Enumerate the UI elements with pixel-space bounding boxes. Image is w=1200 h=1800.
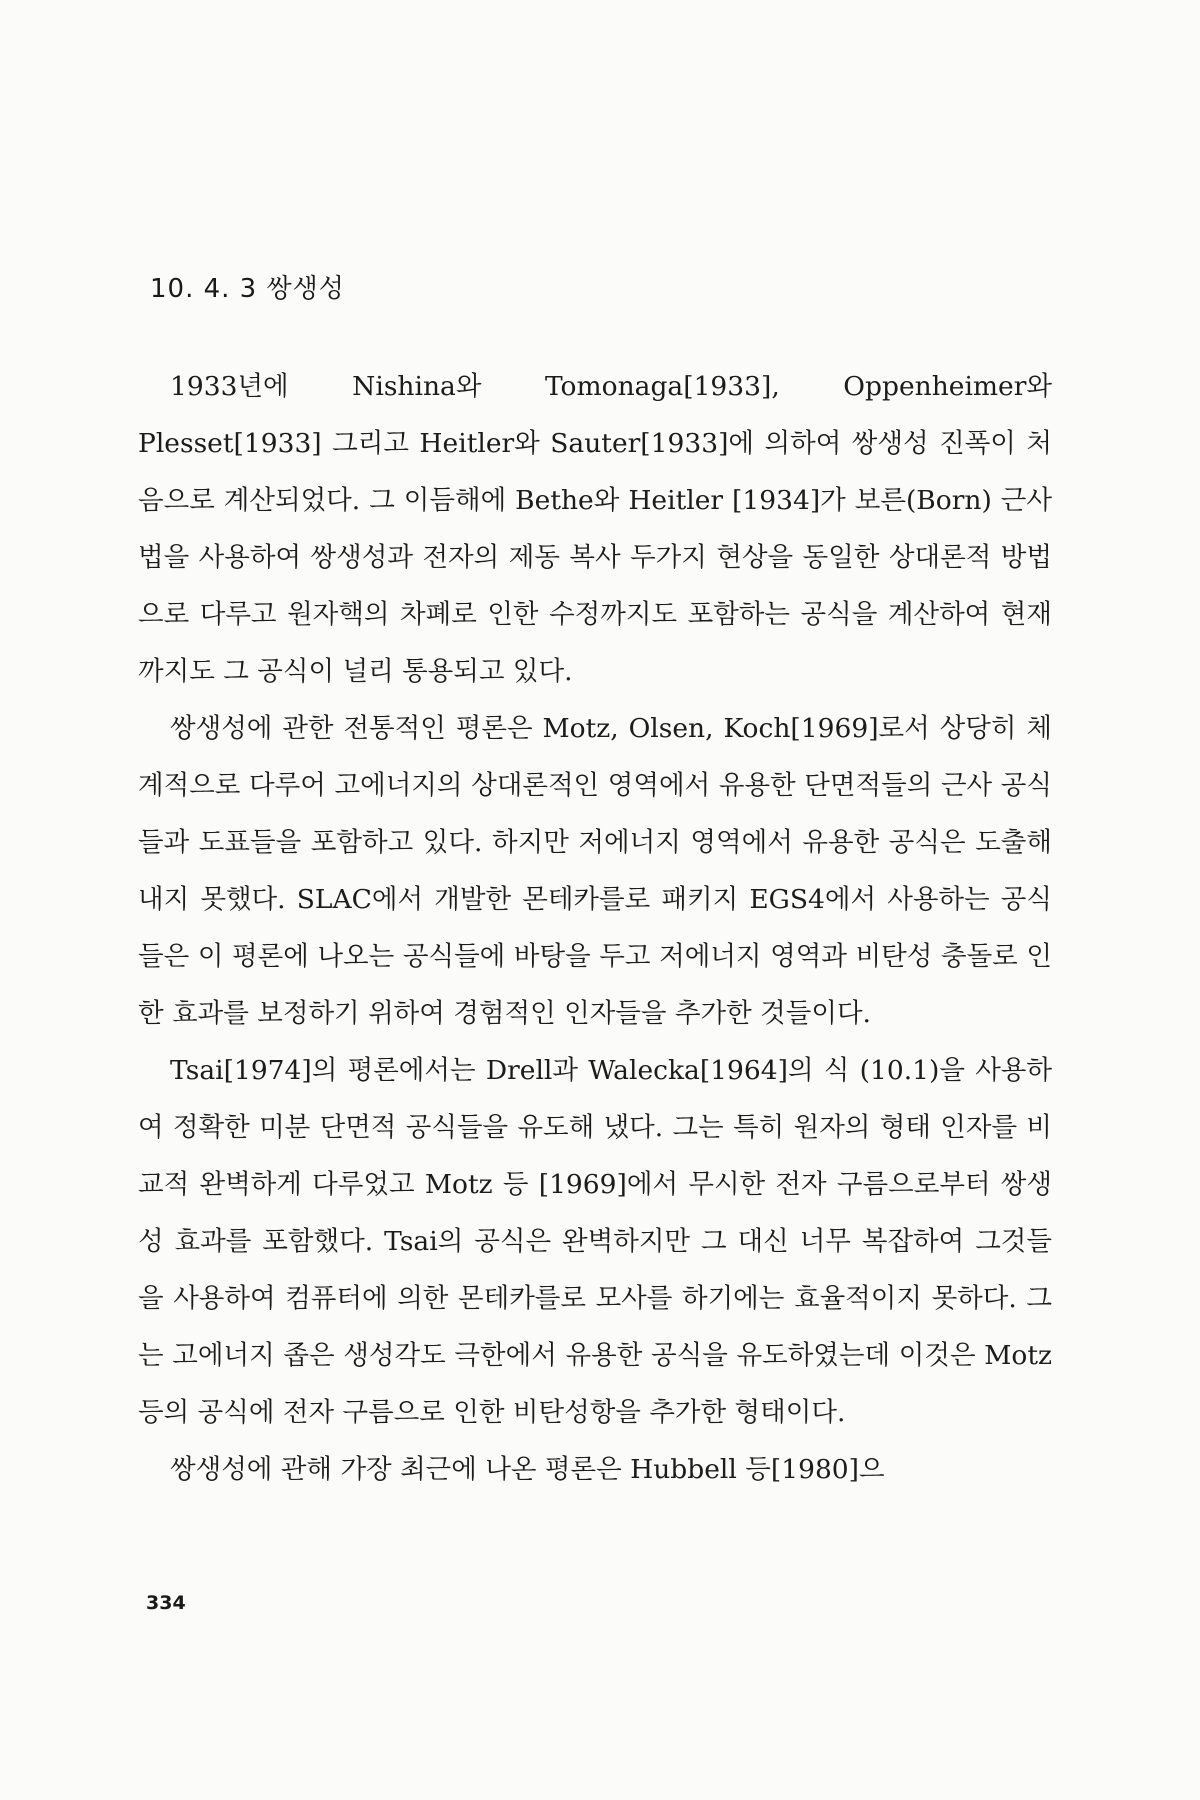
- page-number: 334: [146, 1592, 186, 1614]
- paragraph-motz-review: 쌍생성에 관한 전통적인 평론은 Motz, Olsen, Koch[1969]로서 상당히 체계적으로 다루어 고에너지의 상대론적인 영역에서 유용한 단면적들의 근사 공식들과 도표들을 포함하고 있다. 하지만 저에너지 영역에서 유용한 공식은 도출해내지 못했다. SLAC에서 개발한 몬테카를로 패키지 EGS4에서 사용하는 공식들은 이 평론에 나오는 공식들에 바탕을 두고 저에너지 영역과 비탄성 충돌로 인한 효과를 보정하기 위하여 경험적인 인자들을 추가한 것들이다.: [138, 713, 1052, 1029]
- paragraph-hubbell-review: 쌍생성에 관해 가장 최근에 나온 평론은 Hubbell 등[1980]으: [170, 1454, 885, 1485]
- paragraph-history: 1933년에 Nishina와 Tomonaga[1933], Oppenheimer와 Plesset[1933] 그리고 Heitler와 Sauter[1933]에 의하여 쌍생성 진폭이 처음으로 계산되었다. 그 이듬해에 Bethe와 Heitler [1934]가 보른(Born) 근사법을 사용하여 쌍생성과 전자의 제동 복사 두가지 현상을 동일한 상대론적 방법으로 다루고 원자핵의 차폐로 인한 수정까지도 포함하는 공식을 계산하여 현재까지도 그 공식이 널리 통용되고 있다.: [138, 371, 1052, 687]
- section-heading: 10. 4. 3 쌍생성: [150, 274, 345, 304]
- paragraph-tsai-review: Tsai[1974]의 평론에서는 Drell과 Walecka[1964]의 식 (10.1)을 사용하여 정확한 미분 단면적 공식들을 유도해 냈다. 그는 특히 원자의 형태 인자를 비교적 완벽하게 다루었고 Motz 등 [1969]에서 무시한 전자 구름으로부터 쌍생성 효과를 포함했다. Tsai의 공식은 완벽하지만 그 대신 너무 복잡하여 그것들을 사용하여 컴퓨터에 의한 몬테카를로 모사를 하기에는 효율적이지 못하다. 그는 고에너지 좁은 생성각도 극한에서 유용한 공식을 유도하였는데 이것은 Motz 등의 공식에 전자 구름으로 인한 비탄성항을 추가한 형태이다.: [138, 1055, 1052, 1428]
- body-text: [138, 358, 1052, 1498]
